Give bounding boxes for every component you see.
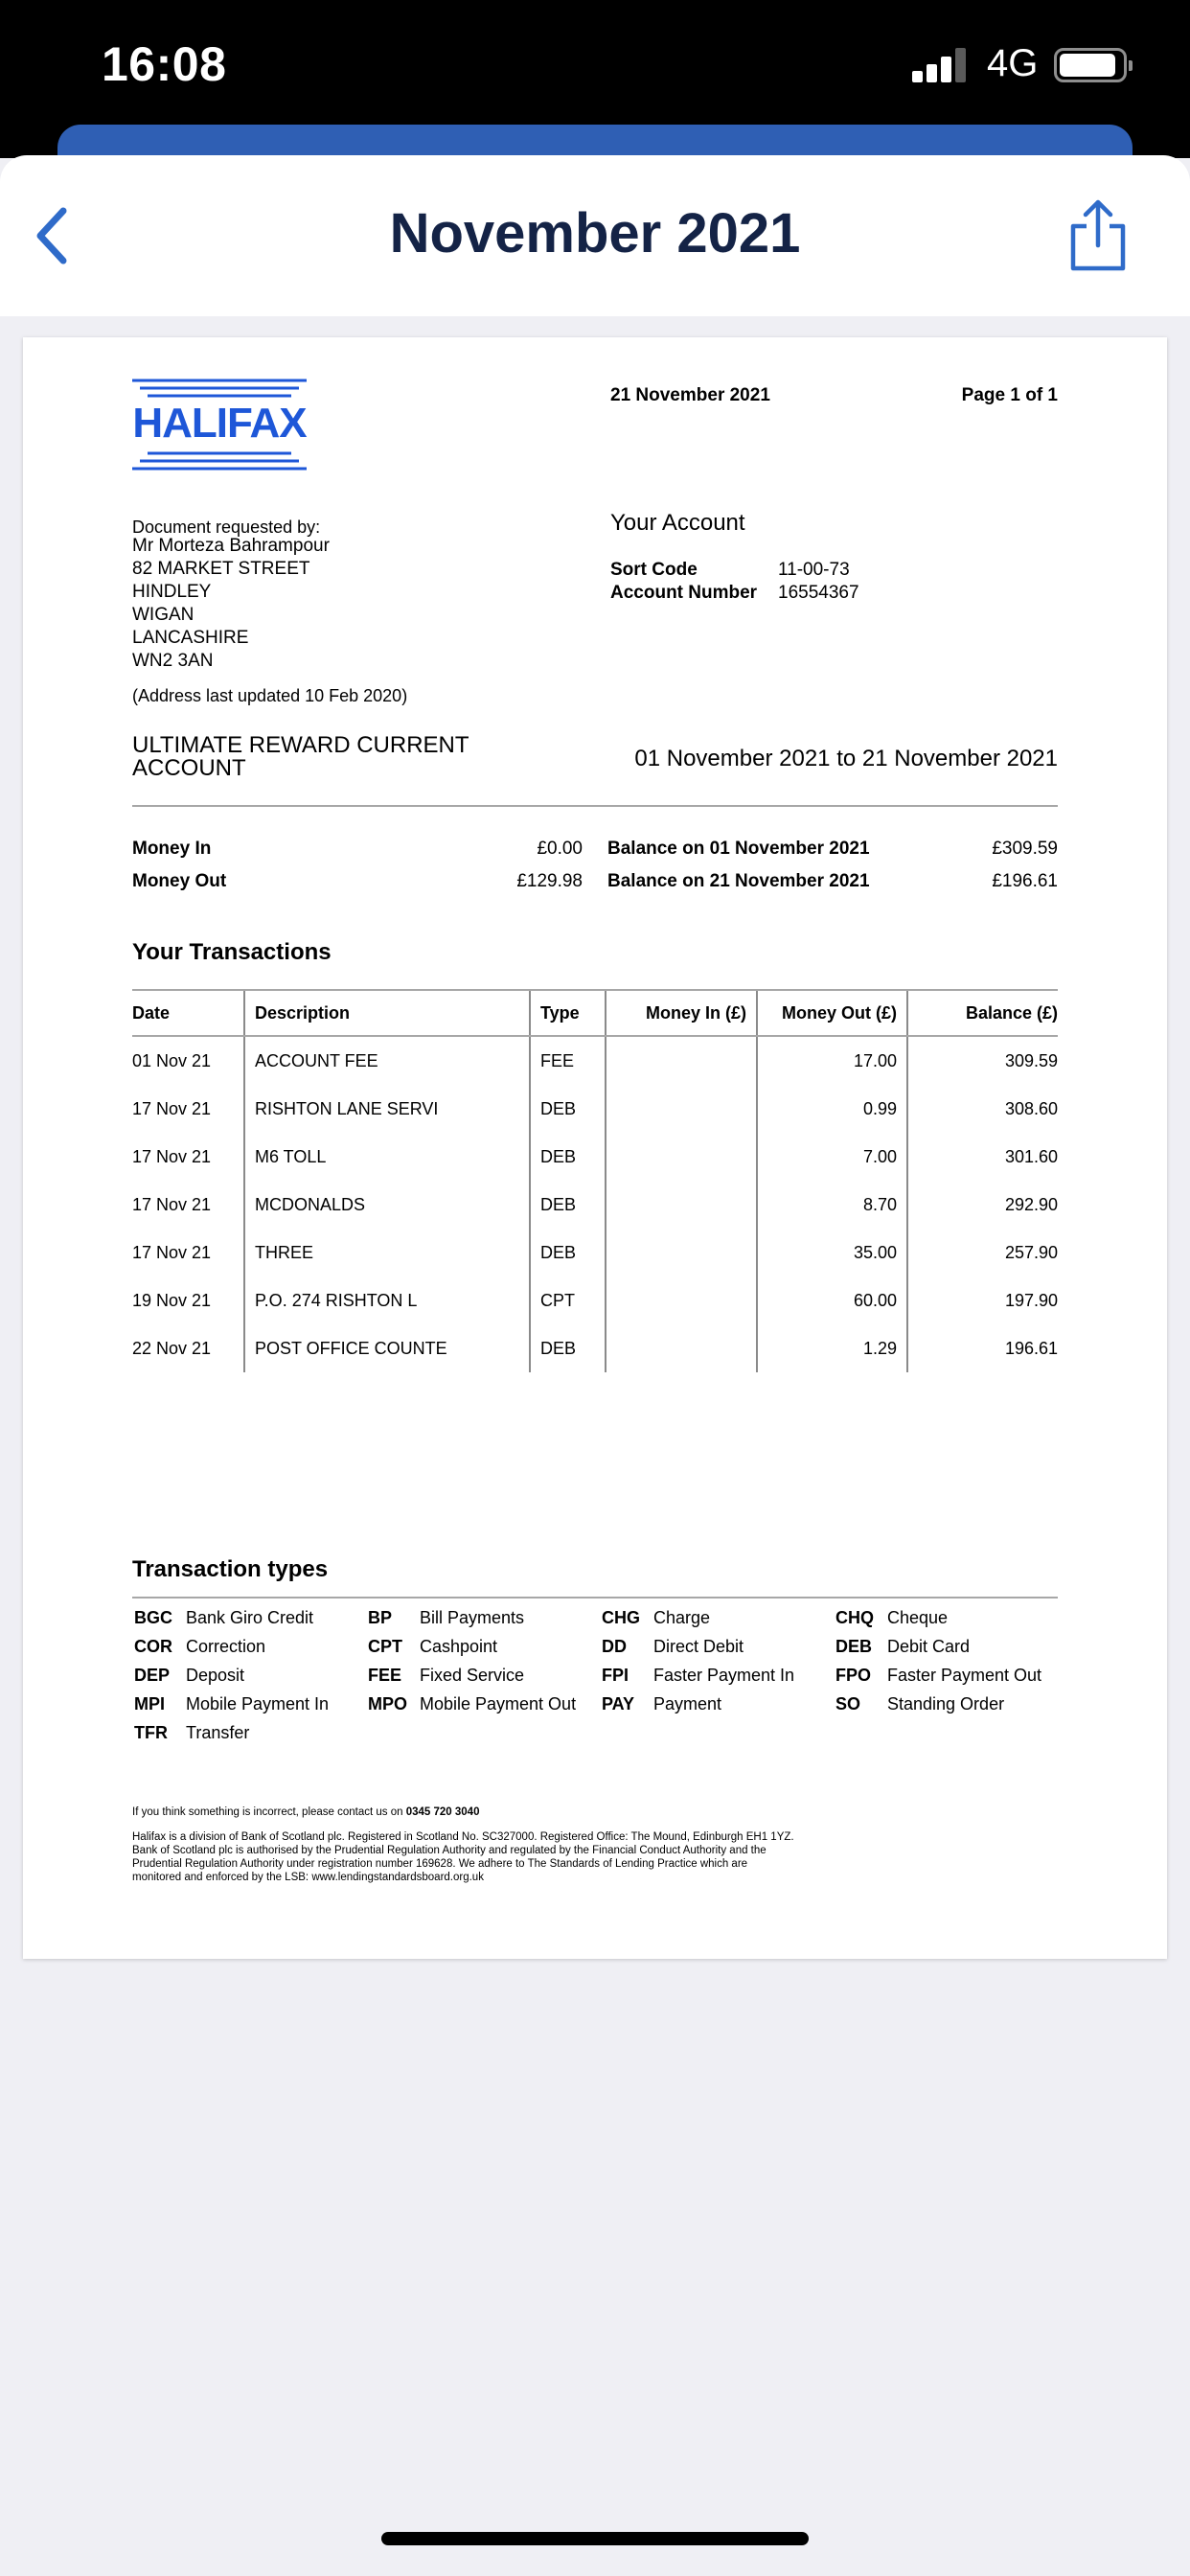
cell-date: 17 Nov 21 [132,1085,245,1133]
legend-label: Standing Order [887,1694,1005,1714]
cell-date: 22 Nov 21 [132,1324,245,1372]
cell-balance: 196.61 [1004,1338,1058,1358]
legal-line: Prudential Regulation Authority under registration number 169628. We adhere to The Standards of Lending Practice which are [132,1858,748,1870]
cell-description: M6 TOLL [245,1133,531,1181]
legend-label: Faster Payment In [653,1666,795,1685]
address-updated-note: (Address last updated 10 Feb 2020) [132,686,408,705]
statement-period: 01 November 2021 to 21 November 2021 [634,746,1058,771]
cell-money-out: 0.99 [758,1085,908,1133]
opening-balance-label: Balance on 01 November 2021 [607,839,870,859]
sort-code-value: 11-00-73 [778,560,850,580]
legend-code: BGC [134,1608,172,1627]
transactions-title: Your Transactions [132,939,332,965]
money-in-value: £0.00 [537,839,583,859]
cell-balance: 197.90 [1004,1290,1058,1310]
legend-item [602,1666,835,1686]
cell-type: DEB [531,1133,606,1181]
cell-money-out: 8.70 [758,1181,908,1229]
legend-code: CHG [602,1608,640,1627]
legend-item [835,1637,1060,1657]
legal-notice [132,1830,899,1884]
legend-label: Mobile Payment Out [420,1694,577,1714]
legend-item [134,1608,368,1628]
transaction-types-legend [134,1608,1060,1743]
halifax-logo [132,378,307,472]
legend-code: TFR [134,1723,168,1742]
legend-label: Fixed Service [420,1666,525,1685]
cell-money-out: 7.00 [758,1133,908,1181]
statement-date: 21 November 2021 [610,385,770,405]
contact-text: If you think something is incorrect, please contact us on [132,1806,406,1818]
money-in-label: Money In [132,839,212,859]
legend-label: Correction [186,1637,266,1656]
cell-balance: 308.60 [1004,1098,1058,1118]
cell-money-in [606,1229,758,1276]
cell-balance: 301.60 [1004,1146,1058,1166]
nav-header [0,155,1190,316]
legend-item [134,1637,368,1657]
legend-label: Cashpoint [420,1637,498,1656]
legend-item [368,1608,602,1628]
account-name [132,734,469,780]
cell-money-out: 17.00 [758,1037,908,1085]
network-label: 4G [987,42,1039,84]
column-header: Date [132,991,245,1035]
cell-money-in [606,1324,758,1372]
address-line: WIGAN [132,605,195,625]
cell-money-out: 60.00 [758,1276,908,1324]
cell-description: POST OFFICE COUNTE [245,1324,531,1372]
cell-description: MCDONALDS [245,1181,531,1229]
legend-item [368,1637,602,1657]
transaction-types-title: Transaction types [132,1556,329,1582]
column-header: Balance (£) [965,1002,1058,1023]
logo-wordmark: HALIFAX [132,400,307,447]
opening-balance-value: £309.59 [992,839,1058,859]
column-header: Money Out (£) [758,991,908,1035]
cell-type: DEB [531,1181,606,1229]
table-row [132,1037,1058,1085]
status-time: 16:08 [102,37,227,91]
closing-balance-label: Balance on 21 November 2021 [607,871,870,891]
cell-type: FEE [531,1037,606,1085]
divider [132,1597,1058,1598]
cell-balance: 309.59 [1004,1050,1058,1070]
legend-item [134,1666,368,1686]
column-header: Type [531,991,606,1035]
address-line: WN2 3AN [132,651,214,671]
legend-code: DD [602,1637,627,1656]
cell-type: DEB [531,1085,606,1133]
legend-label: Cheque [887,1608,949,1627]
legal-line: Halifax is a division of Bank of Scotland plc. Registered in Scotland No. SC327000. Registered Office: The Mound, Edinburgh EH1 1YZ. [132,1831,794,1843]
legend-code: CPT [368,1637,402,1656]
legend-code: DEP [134,1666,171,1685]
address-line: HINDLEY [132,582,212,602]
transactions-table [132,989,1058,1372]
legend-label: Charge [653,1608,711,1627]
cell-date: 19 Nov 21 [132,1276,245,1324]
legend-item [602,1637,835,1657]
legend-label: Payment [653,1694,722,1714]
table-row [132,1324,1058,1372]
contact-phone: 0345 720 3040 [405,1806,480,1818]
legend-label: Faster Payment Out [887,1666,1042,1685]
table-row [132,1276,1058,1324]
legend-item [368,1666,602,1686]
account-number-label: Account Number [610,583,758,603]
cell-money-in [606,1133,758,1181]
statement-document[interactable] [23,337,1167,1959]
legend-label: Bill Payments [420,1608,525,1627]
closing-balance-value: £196.61 [992,871,1058,891]
legend-code: FPI [602,1666,629,1685]
cell-type: DEB [531,1229,606,1276]
requested-by-label: Document requested by: [132,518,321,537]
share-icon [1065,197,1131,274]
cell-money-in [606,1085,758,1133]
legend-code: CHQ [835,1608,874,1627]
signal-icon [912,48,970,82]
contact-note [132,1806,899,1819]
account-name-line: ACCOUNT [132,755,246,781]
legend-item [835,1608,1060,1628]
your-account-heading: Your Account [610,510,745,536]
cell-date: 17 Nov 21 [132,1181,245,1229]
table-row [132,1085,1058,1133]
legend-label: Transfer [186,1723,250,1742]
legend-code: COR [134,1637,172,1656]
legal-line: monitored and enforced by the LSB: www.lendingstandardsboard.org.uk [132,1872,484,1883]
legend-code: FPO [835,1666,872,1685]
address-line: Mr Morteza Bahrampour [132,536,330,556]
address-line: 82 MARKET STREET [132,559,310,579]
legal-line: Bank of Scotland plc is authorised by the Prudential Regulation Authority and regulated by the Financial Conduct Authority and the [132,1845,767,1856]
cell-type: CPT [531,1276,606,1324]
legend-label: Deposit [186,1666,245,1685]
home-indicator[interactable] [381,2532,809,2545]
legend-label: Bank Giro Credit [186,1608,314,1627]
cell-money-in [606,1276,758,1324]
address-block [132,536,330,674]
legend-code: MPI [134,1694,166,1714]
cell-money-in [606,1181,758,1229]
legend-code: BP [368,1608,393,1627]
legend-item [602,1694,835,1714]
legend-item [134,1694,368,1714]
cell-money-in [606,1037,758,1085]
legend-code: FEE [368,1666,402,1685]
cell-balance: 257.90 [1004,1242,1058,1262]
cell-date: 17 Nov 21 [132,1229,245,1276]
legend-item [602,1608,835,1628]
account-number-value: 16554367 [778,583,859,603]
share-button[interactable] [1065,197,1131,274]
legend-code: DEB [835,1637,873,1656]
cell-description: THREE [245,1229,531,1276]
cell-balance: 292.90 [1004,1194,1058,1214]
cell-description: RISHTON LANE SERVI [245,1085,531,1133]
cell-type: DEB [531,1324,606,1372]
cell-description: ACCOUNT FEE [245,1037,531,1085]
cell-money-out: 35.00 [758,1229,908,1276]
divider [132,805,1058,807]
cell-money-out: 1.29 [758,1324,908,1372]
legend-code: SO [835,1694,861,1714]
cell-description: P.O. 274 RISHTON L [245,1276,531,1324]
legend-label: Mobile Payment In [186,1694,330,1714]
legend-item [835,1694,1060,1714]
column-header: Money In (£) [606,991,758,1035]
table-row [132,1181,1058,1229]
column-header: Description [245,991,531,1035]
battery-icon [1054,48,1127,82]
legend-code: MPO [368,1694,408,1714]
table-row [132,1229,1058,1276]
address-line: LANCASHIRE [132,628,249,648]
legend-label: Debit Card [887,1637,971,1656]
cell-date: 17 Nov 21 [132,1133,245,1181]
page-title: November 2021 [389,202,801,264]
account-name-line: ULTIMATE REWARD CURRENT [132,732,469,758]
legend-item [368,1694,602,1714]
sort-code-label: Sort Code [610,560,698,580]
table-header [132,989,1058,1037]
table-row [132,1133,1058,1181]
money-out-label: Money Out [132,871,227,891]
legend-label: Direct Debit [653,1637,744,1656]
money-out-value: £129.98 [516,871,583,891]
cell-date: 01 Nov 21 [132,1037,245,1085]
legend-item [835,1666,1060,1686]
legend-code: PAY [602,1694,635,1714]
page-indicator: Page 1 of 1 [961,385,1058,405]
legend-item [134,1723,368,1743]
